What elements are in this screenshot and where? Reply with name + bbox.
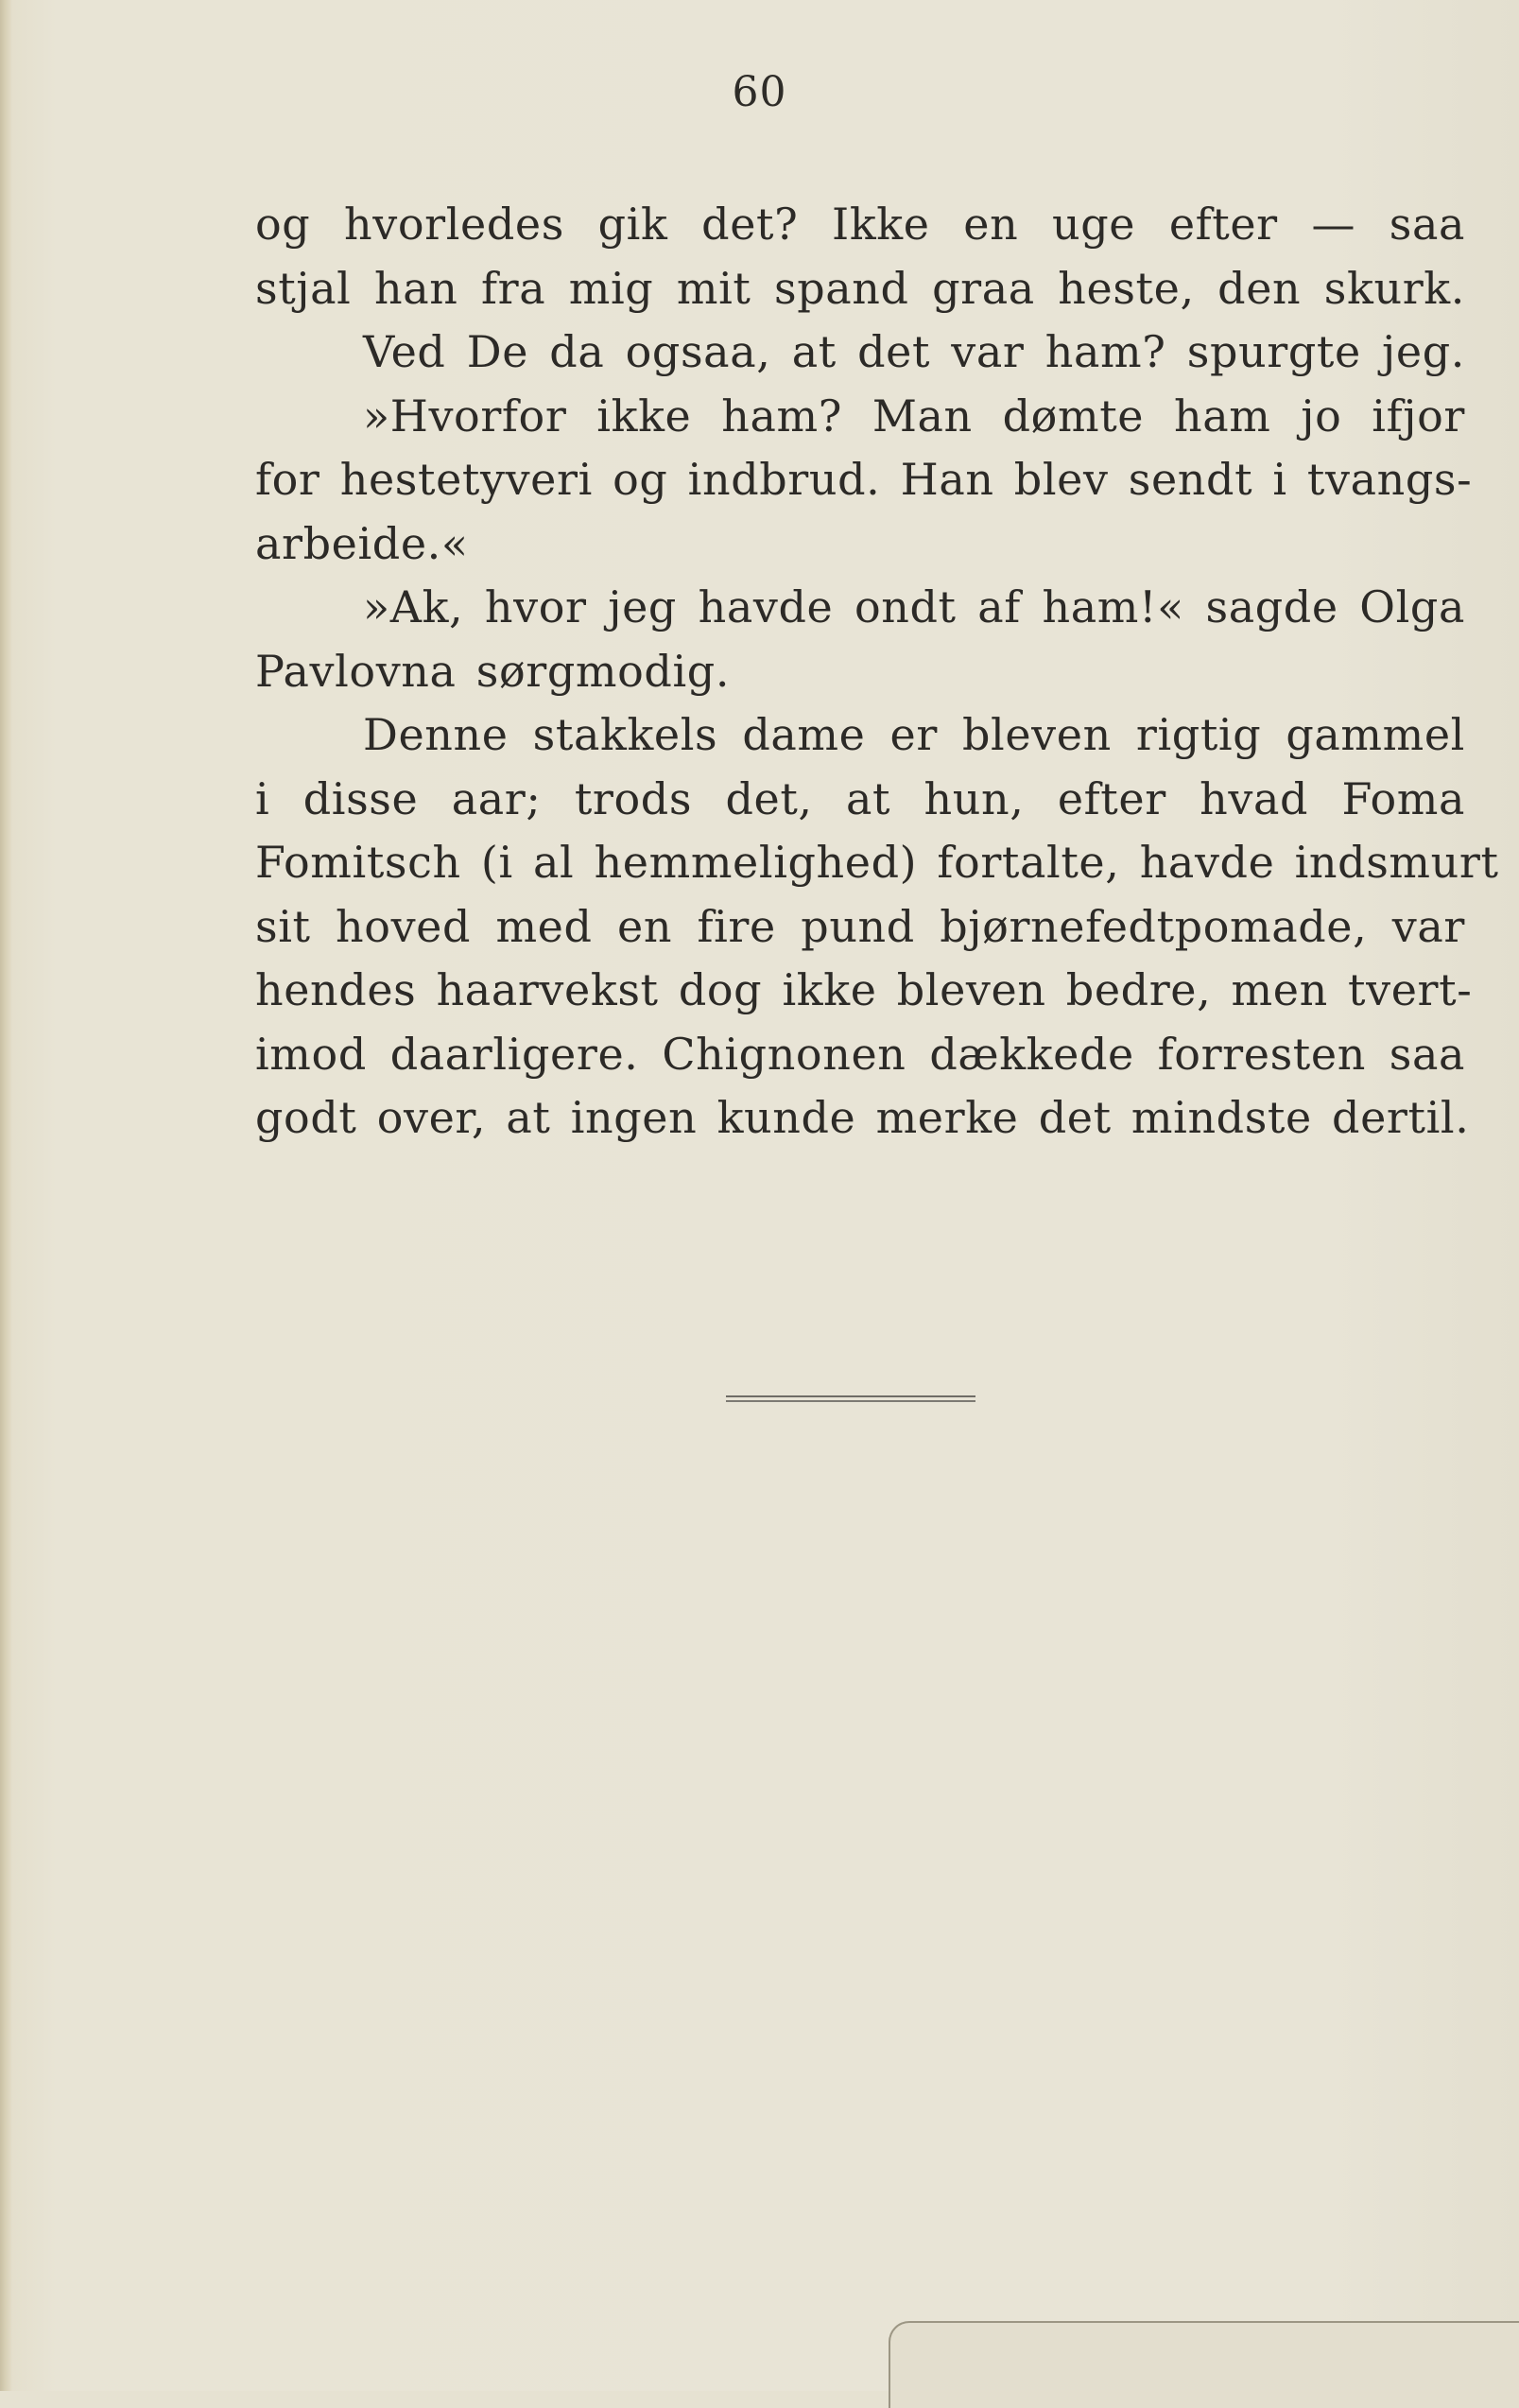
text-line: i disse aar; trods det, at hun, efter hvad Foma	[255, 772, 1465, 824]
section-end-rule	[726, 1395, 975, 1403]
text-line: Ved De da ogsaa, at det var ham? spurgte jeg.	[363, 326, 1465, 377]
text-line: sit hoved med en fire pund bjørnefedtpomade, var	[255, 900, 1465, 952]
text-line: arbeide.«	[255, 517, 469, 569]
rule-line-top	[726, 1395, 975, 1397]
page-spine-edge	[0, 0, 11, 2391]
text-line: og hvorledes gik det? Ikke en uge efter — saa	[255, 199, 1465, 250]
text-line: »Hvorfor ikke ham? Man dømte ham jo ifjor	[363, 390, 1465, 442]
text-line: Pavlovna sørgmodig.	[255, 645, 731, 697]
text-line: godt over, at ingen kunde merke det mindste dertil.	[255, 1092, 1470, 1143]
text-line: for hestetyveri og indbrud. Han blev sendt i tvangs-	[255, 454, 1473, 505]
text-body	[255, 193, 1499, 1151]
text-line: Denne stakkels dame er bleven rigtig gammel	[363, 709, 1465, 760]
text-line: »Ak, hvor jeg havde ondt af ham!« sagde Olga	[363, 581, 1465, 632]
rule-line-bottom	[726, 1400, 975, 1402]
page-number: 60	[732, 68, 787, 116]
text-line: stjal han fra mig mit spand graa heste, den skurk.	[255, 262, 1465, 314]
text-line: Fomitsch (i al hemmelighed) fortalte, havde indsmurt	[255, 837, 1499, 888]
inserted-card-edge	[889, 2321, 1519, 2408]
text-line: hendes haarvekst dog ikke bleven bedre, men tvert-	[255, 964, 1473, 1015]
text-line: imod daarligere. Chignonen dækkede forresten saa	[255, 1028, 1465, 1080]
